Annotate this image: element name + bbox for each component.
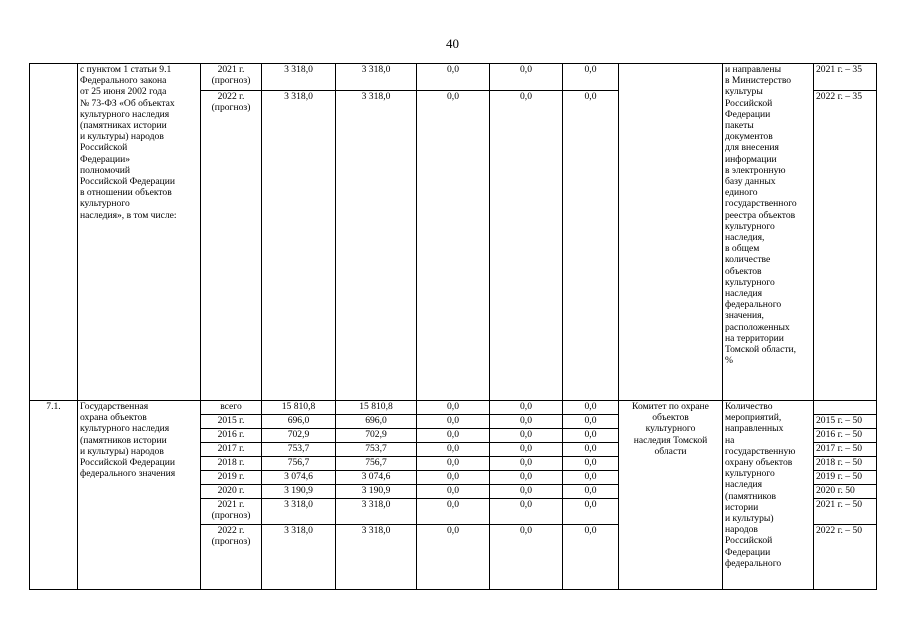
total-cell: 3 318,0 (262, 525, 336, 590)
regional-budget-cell: 0,0 (417, 457, 490, 471)
year-cell: 2020 г. (201, 485, 262, 499)
table-body (30, 64, 877, 590)
indicator-cell: Количество мероприятий, направленных на государственную охрану объектов культурного наследия (памятников истории и культуры) народов Российской Федерации федерального (723, 401, 814, 590)
other-sources-cell: 0,0 (563, 415, 619, 429)
target-cell: 2015 г. – 50 (814, 415, 877, 429)
federal-budget-cell: 753,7 (336, 443, 417, 457)
total-cell: 702,9 (262, 429, 336, 443)
regional-budget-cell: 0,0 (417, 485, 490, 499)
table-row (30, 401, 877, 415)
other-sources-cell: 0,0 (563, 471, 619, 485)
executor-cell (619, 64, 723, 401)
total-cell: 3 318,0 (262, 499, 336, 525)
total-cell: 3 074,6 (262, 471, 336, 485)
year-cell: 2018 г. (201, 457, 262, 471)
target-cell: 2016 г. – 50 (814, 429, 877, 443)
row-number-cell: 7.1. (30, 401, 78, 590)
local-budget-cell: 0,0 (490, 525, 563, 590)
federal-budget-cell: 3 074,6 (336, 471, 417, 485)
regional-budget-cell: 0,0 (417, 91, 490, 401)
local-budget-cell: 0,0 (490, 91, 563, 401)
total-cell: 696,0 (262, 415, 336, 429)
target-cell: 2022 г. – 50 (814, 525, 877, 590)
federal-budget-cell: 3 318,0 (336, 91, 417, 401)
local-budget-cell: 0,0 (490, 499, 563, 525)
local-budget-cell: 0,0 (490, 485, 563, 499)
row-number-cell (30, 64, 78, 401)
total-cell: 3 318,0 (262, 64, 336, 91)
federal-budget-cell: 702,9 (336, 429, 417, 443)
total-cell: 15 810,8 (262, 401, 336, 415)
activity-name-cell: с пунктом 1 статьи 9.1 Федерального закона от 25 июня 2002 года № 73-ФЗ «Об объектах культурного наследия (памятниках истории и культуры) народов Российской Федерации» полномочий Российской Федерации в отношении объектов культурного наследия», в том числе: (78, 64, 201, 401)
table-row (30, 64, 877, 91)
target-cell: 2017 г. – 50 (814, 443, 877, 457)
year-cell: 2021 г. (прогноз) (201, 64, 262, 91)
target-cell: 2018 г. – 50 (814, 457, 877, 471)
regional-budget-cell: 0,0 (417, 415, 490, 429)
regional-budget-cell: 0,0 (417, 64, 490, 91)
regional-budget-cell: 0,0 (417, 429, 490, 443)
federal-budget-cell: 3 318,0 (336, 499, 417, 525)
federal-budget-cell: 696,0 (336, 415, 417, 429)
federal-budget-cell: 3 318,0 (336, 525, 417, 590)
year-cell: 2017 г. (201, 443, 262, 457)
other-sources-cell: 0,0 (563, 457, 619, 471)
total-cell: 3 190,9 (262, 485, 336, 499)
other-sources-cell: 0,0 (563, 499, 619, 525)
indicator-cell: и направлены в Министерство культуры Российской Федерации пакеты документов для внесения информации в электронную базу данных единого государственного реестра объектов культурного наследия, в общем количестве объектов культурного наследия федерального значения, расположенных на территории Томской области, % (723, 64, 814, 401)
other-sources-cell: 0,0 (563, 443, 619, 457)
local-budget-cell: 0,0 (490, 415, 563, 429)
target-cell: 2019 г. – 50 (814, 471, 877, 485)
target-cell: 2020 г. 50 (814, 485, 877, 499)
other-sources-cell: 0,0 (563, 525, 619, 590)
total-cell: 756,7 (262, 457, 336, 471)
other-sources-cell: 0,0 (563, 429, 619, 443)
local-budget-cell: 0,0 (490, 443, 563, 457)
year-cell: 2019 г. (201, 471, 262, 485)
year-cell: 2015 г. (201, 415, 262, 429)
regional-budget-cell: 0,0 (417, 443, 490, 457)
local-budget-cell: 0,0 (490, 64, 563, 91)
total-cell: 753,7 (262, 443, 336, 457)
target-cell: 2022 г. – 35 (814, 91, 877, 401)
local-budget-cell: 0,0 (490, 401, 563, 415)
regional-budget-cell: 0,0 (417, 401, 490, 415)
total-cell: 3 318,0 (262, 91, 336, 401)
year-cell: 2022 г. (прогноз) (201, 91, 262, 401)
other-sources-cell: 0,0 (563, 401, 619, 415)
year-cell: 2016 г. (201, 429, 262, 443)
regional-budget-cell: 0,0 (417, 471, 490, 485)
regional-budget-cell: 0,0 (417, 499, 490, 525)
other-sources-cell: 0,0 (563, 485, 619, 499)
federal-budget-cell: 3 190,9 (336, 485, 417, 499)
local-budget-cell: 0,0 (490, 471, 563, 485)
federal-budget-cell: 756,7 (336, 457, 417, 471)
year-cell: 2022 г. (прогноз) (201, 525, 262, 590)
year-cell: всего (201, 401, 262, 415)
other-sources-cell: 0,0 (563, 64, 619, 91)
local-budget-cell: 0,0 (490, 457, 563, 471)
year-cell: 2021 г. (прогноз) (201, 499, 262, 525)
federal-budget-cell: 3 318,0 (336, 64, 417, 91)
target-cell (814, 401, 877, 415)
activity-name-cell: Государственная охрана объектов культурного наследия (памятников истории и культуры) народов Российской Федерации федерального значения (78, 401, 201, 590)
federal-budget-cell: 15 810,8 (336, 401, 417, 415)
local-budget-cell: 0,0 (490, 429, 563, 443)
other-sources-cell: 0,0 (563, 91, 619, 401)
executor-cell: Комитет по охране объектов культурного наследия Томской области (619, 401, 723, 590)
regional-budget-cell: 0,0 (417, 525, 490, 590)
page-number: 40 (446, 36, 459, 51)
target-cell: 2021 г. – 35 (814, 64, 877, 91)
target-cell: 2021 г. – 50 (814, 499, 877, 525)
program-table (29, 63, 877, 590)
